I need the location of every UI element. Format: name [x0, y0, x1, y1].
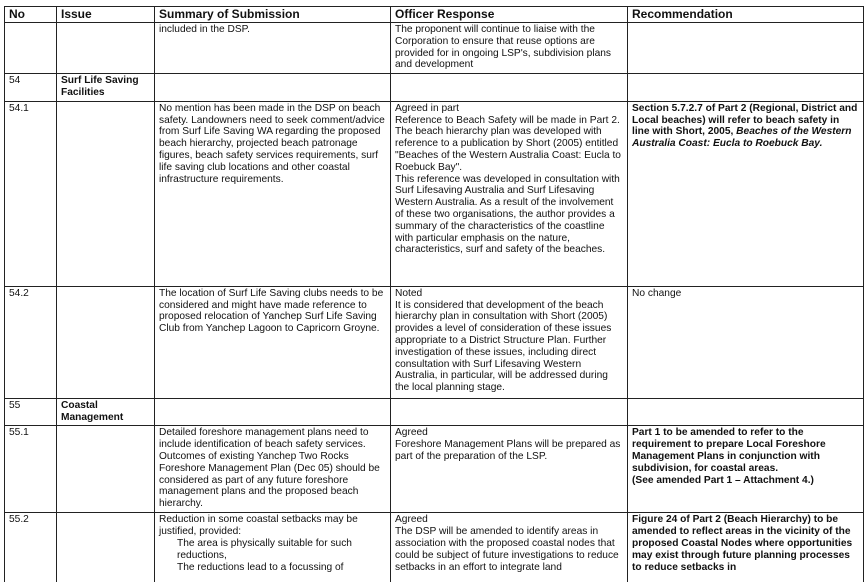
submissions-table — [4, 6, 864, 582]
header-recommendation: Recommendation — [628, 7, 864, 23]
cell-issue: Coastal Management — [57, 398, 155, 426]
summary-list-item: The area is physically suitable for such reductions, — [177, 537, 352, 561]
summary-line: Reduction in some coastal setbacks may be justified, provided: — [159, 514, 358, 538]
summary-list-item: The reductions lead to a focussing of — [177, 561, 344, 573]
cell-issue — [57, 23, 155, 74]
cell-issue: Surf Life Saving Facilities — [57, 74, 155, 102]
table-row — [5, 23, 864, 74]
response-line: It is considered that development of the beach hierarchy plan in consultation with Short (2005) provides a level of consideration of these issues appropriate to a District Structure Plan. Further investigation of these issues, including direct consultation with Surf Lifesaving Western Australia, in particular, will be addressed during the local planning stage. — [395, 299, 612, 394]
cell-response — [391, 426, 628, 513]
cell-summary: No mention has been made in the DSP on beach safety. Landowners need to seek comment/advice from Surf Life Saving WA regarding the proposed beach hierarchy, projected beach patronage figures, beach safety services requirements, surf life saving club locations and other coastal infrastructure requirements. — [155, 101, 391, 286]
cell-no: 55 — [5, 398, 57, 426]
response-line: The DSP will be amended to identify areas in association with the proposed coastal nodes that could be subject of future investigations to reduce setbacks in an effort to integrate land — [395, 526, 619, 573]
table-row — [5, 101, 864, 286]
cell-recommendation — [628, 74, 864, 102]
response-line: Foreshore Management Plans will be prepared as part of the preparation of the LSP. — [395, 439, 621, 462]
cell-no: 54.1 — [5, 101, 57, 286]
cell-no — [5, 23, 57, 74]
cell-summary — [155, 74, 391, 102]
cell-response — [391, 286, 628, 398]
table-row — [5, 513, 864, 582]
table-row — [5, 426, 864, 513]
recommendation-line: Part 1 to be amended to refer to the requirement to prepare Local Foreshore Management Plans in conjunction with subdivision, for coastal areas. — [632, 427, 826, 474]
cell-no: 55.2 — [5, 513, 57, 582]
cell-issue — [57, 426, 155, 513]
response-line: Noted — [395, 287, 423, 299]
cell-response — [391, 101, 628, 286]
cell-no: 54 — [5, 74, 57, 102]
response-line: Agreed in part — [395, 102, 459, 114]
cell-summary — [155, 513, 391, 582]
recommendation-line: (See amended Part 1 – Attachment 4.) — [632, 474, 814, 486]
cell-summary: The location of Surf Life Saving clubs needs to be considered and might have made reference to proposed relocation of Yanchep Surf Life Saving Club from Yanchep Lagoon to Capricorn Groyne. — [155, 286, 391, 398]
header-issue: Issue — [57, 7, 155, 23]
response-line: Agreed — [395, 427, 428, 439]
header-officer-response: Officer Response — [391, 7, 628, 23]
cell-no: 54.2 — [5, 286, 57, 398]
cell-response — [391, 74, 628, 102]
cell-recommendation: Figure 24 of Part 2 (Beach Hierarchy) to be amended to reflect areas in the vicinity of the proposed Coastal Nodes where opportunities may exist through future planning processes to reduce setbacks in — [628, 513, 864, 582]
header-summary: Summary of Submission — [155, 7, 391, 23]
cell-recommendation: No change — [628, 286, 864, 398]
recommendation-italic-title: Beaches of the Western Australia Coast: Eucla to Roebuck Bay. — [632, 126, 852, 150]
response-line: This reference was developed in consultation with Surf Lifesaving Australia and Surf Lifesaving Western Australia. As a result of the involvement of these two organisations, the author provides a summary of the characteristics of the coastline with particular emphasis on the nature, characteristics, surf and safety of the beaches. — [395, 173, 620, 256]
cell-recommendation — [628, 101, 864, 286]
recommendation-text: Section 5.7.2.7 of Part 2 (Regional, District and Local beaches) will refer to beach safety in line with Short, 2005, — [632, 102, 858, 138]
cell-summary: included in the DSP. — [155, 23, 391, 74]
response-line: The beach hierarchy plan was developed with reference to a publication by Short (2005) entitled "Beaches of the Western Australia Coast: Eucla to Roebuck Bay". — [395, 126, 621, 173]
cell-recommendation — [628, 398, 864, 426]
cell-recommendation — [628, 426, 864, 513]
cell-issue — [57, 513, 155, 582]
cell-summary: Detailed foreshore management plans need to include identification of beach safety services. Outcomes of existing Yanchep Two Rocks Foreshore Management Plan (Dec 05) should be considered as part of any future foreshore management plans and the proposed beach hierarchy. — [155, 426, 391, 513]
cell-recommendation — [628, 23, 864, 74]
cell-response — [391, 398, 628, 426]
response-line: Agreed — [395, 514, 428, 526]
cell-issue — [57, 101, 155, 286]
response-line: Reference to Beach Safety will be made in Part 2. — [395, 114, 620, 126]
cell-no: 55.1 — [5, 426, 57, 513]
cell-response: The proponent will continue to liaise with the Corporation to ensure that reuse options are provided for in ongoing LSP's, subdivision plans and development — [391, 23, 628, 74]
table-row — [5, 286, 864, 398]
table-row-section — [5, 74, 864, 102]
header-no: No — [5, 7, 57, 23]
cell-response — [391, 513, 628, 582]
cell-summary — [155, 398, 391, 426]
table-row-section — [5, 398, 864, 426]
header-row — [5, 7, 864, 23]
cell-issue — [57, 286, 155, 398]
